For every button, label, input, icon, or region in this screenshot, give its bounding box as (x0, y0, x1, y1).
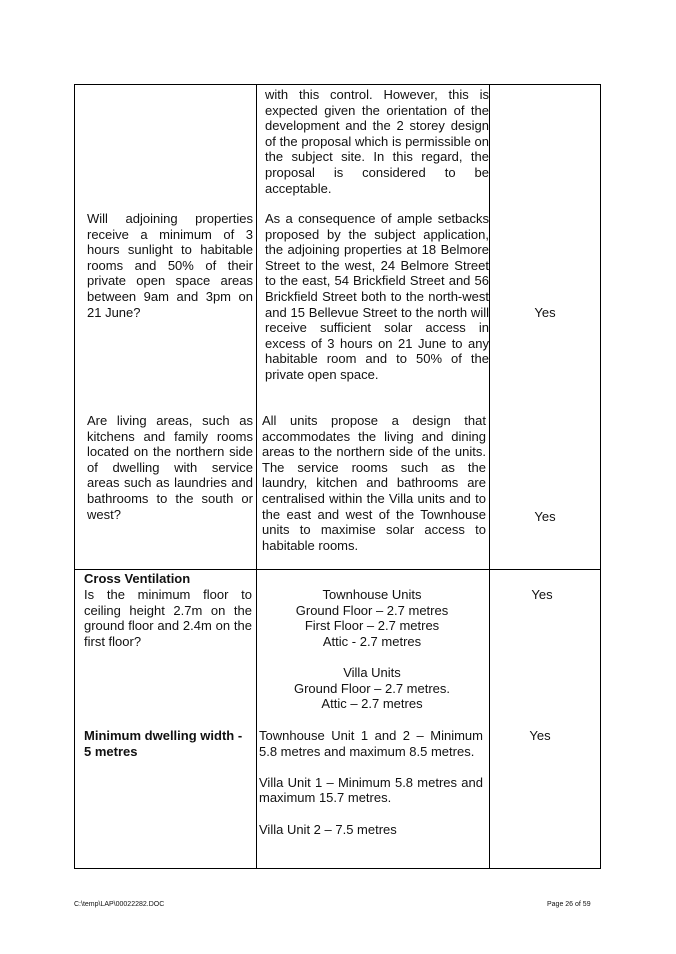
footer-page-number: Page 26 of 59 (547, 901, 591, 908)
compliance-cell-row5: Yes (529, 728, 551, 743)
response-cell-row3: All units propose a design that accommodates the living and dining areas to the northern side of the units. The service rooms such as the laundry, kitchen and bathrooms are centralised within the Villa units and to the east and west of the Townhouse units to maximise solar access to habitable rooms. (262, 413, 486, 553)
section-heading-minimum-dwelling-width: Minimum dwelling width - 5 metres (84, 728, 243, 759)
compliance-cell-row4: Yes (531, 587, 553, 602)
response-paragraph: Villa Unit 2 – 7.5 metres (259, 821, 397, 837)
question-cell-row4: Is the minimum floor to ceiling height 2.7m on the ground floor and 2.4m on the first floor? (84, 587, 252, 649)
response-cell-row1: with this control. However, this is expected given the orientation of the development and the 2 storey design of the proposal which is permissible on the subject site. In this regard, the proposal is considered to be acceptable. (265, 87, 489, 196)
footer-file-path: C:\temp\LAP\00022282.DOC (74, 901, 165, 908)
response-line: Ground Floor – 2.7 metres. (293, 680, 451, 696)
compliance-cell-row2: Yes (534, 305, 556, 320)
response-line: Townhouse Units (322, 587, 422, 602)
response-cell-row2: As a consequence of ample setbacks proposed by the subject application, the adjoining properties at 18 Belmore Street to the west, 24 Belmore Street to the east, 54 Brickfield Street and 56 Brickfield Street both to the north-west and 15 Bellevue Street to the north will receive sufficient solar access in excess of 3 hours on 21 June to any habitable room and to 50% of the private open space. (265, 211, 489, 382)
column-divider-1 (256, 84, 257, 869)
column-divider-2 (489, 84, 490, 869)
response-cell-row4 (257, 587, 487, 712)
row-divider (74, 569, 601, 570)
section-heading-cross-ventilation: Cross Ventilation (84, 571, 191, 586)
question-cell-row2: Will adjoining properties receive a minimum of 3 hours sunlight to habitable rooms and 50% of their private open space areas between 9am and 3pm on 21 June? (87, 211, 253, 320)
response-paragraph: Townhouse Unit 1 and 2 – Minimum 5.8 metres and maximum 8.5 metres. (259, 728, 483, 759)
compliance-cell-row3: Yes (534, 509, 556, 524)
response-cell-row5 (259, 728, 483, 837)
response-line: Attic - 2.7 metres (322, 633, 422, 649)
question-cell-row3: Are living areas, such as kitchens and family rooms located on the northern side of dwelling with service areas such as laundries and bathrooms to the south or west? (87, 413, 253, 522)
response-line: Attic – 2.7 metres (321, 696, 423, 712)
response-line (257, 649, 487, 665)
response-line: Ground Floor – 2.7 metres (295, 602, 449, 618)
response-line: Villa Units (343, 664, 401, 680)
response-line: First Floor – 2.7 metres (304, 618, 440, 634)
response-paragraph: Villa Unit 1 – Minimum 5.8 metres and maximum 15.7 metres. (259, 774, 483, 806)
